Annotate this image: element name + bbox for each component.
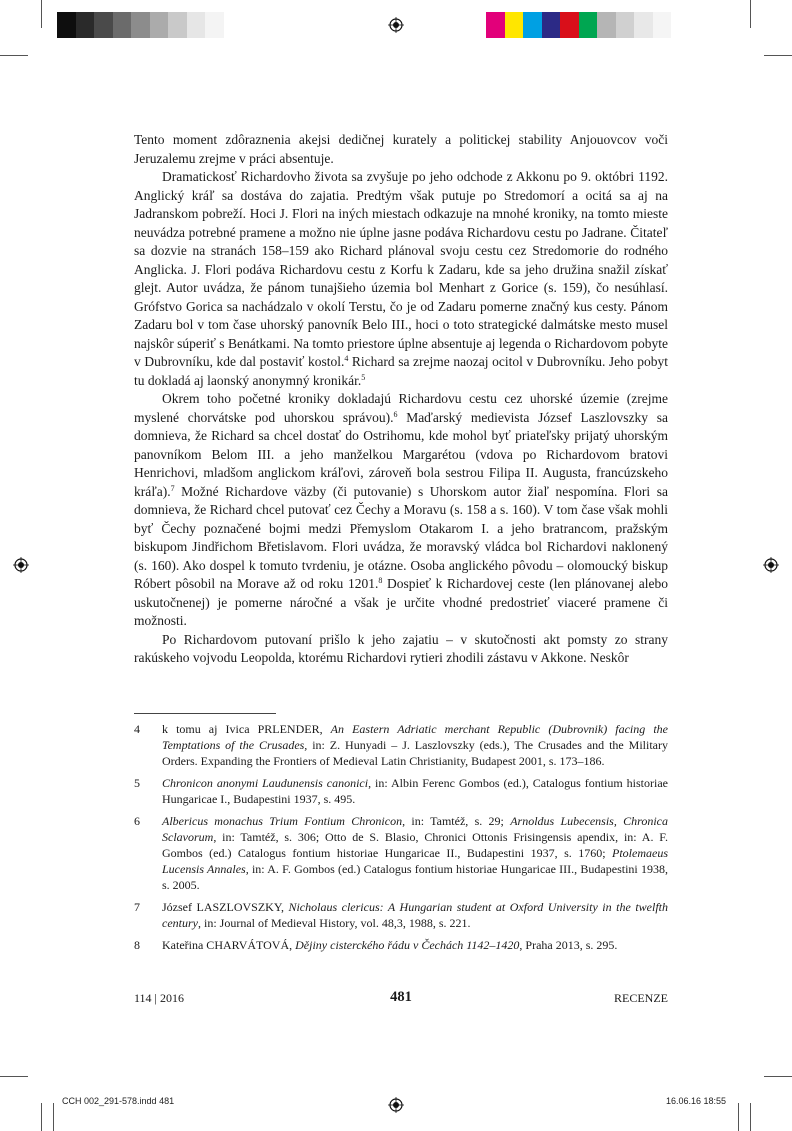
footnote-number: 4 xyxy=(134,722,140,736)
footnote-text-part: , in: Journal of Medieval History, vol. 48,3, 1988, s. 221. xyxy=(197,916,471,930)
color-swatch xyxy=(523,12,542,38)
footnote-ref: 6 xyxy=(393,409,398,419)
crop-mark xyxy=(0,1076,28,1077)
footnotes xyxy=(134,721,668,959)
paragraph xyxy=(134,168,668,390)
registration-mark-icon xyxy=(388,1097,404,1113)
footnote-number: 5 xyxy=(134,776,140,790)
running-footer xyxy=(134,989,668,1009)
gray-swatch xyxy=(94,12,113,38)
cmyk-color-bar xyxy=(486,12,671,38)
grayscale-color-bar xyxy=(57,12,242,38)
gray-swatch xyxy=(150,12,169,38)
footnote-text-part: in: A. F. Gombos (ed.) Catalogus fontium historiae Hungaricae III., Budapestini 1938, s. 2005. xyxy=(162,862,668,892)
footnote-text xyxy=(162,775,668,807)
paragraph-text: Dramatickosť Richardovho života sa zvyšuje po jeho odchode z Akkonu po 9. októbri 1192. Anglický kráľ sa dostáva do zajatia. Predtým však putuje po Stredomorí a ocitá sa aj na Jadranskom pobreží. Hoci J. Flori na iných miestach odkazuje na mnohé kroniky, na tomto mieste neuvádza potrebné pramene a možno nie úplne jasne podáva Richardovu cestu po Jadrane. Čitateľ sa dozvie na stranách 158–159 ako Richard plánoval svoju cestu cez Stredomorie do rodného Anglicka. J. Flori podáva Richardovu cestu z Korfu k Zadaru, kde sa jeho družina snažil získať glejt. Autor uvádza, že pánom tunajšieho územia bol Menhart z Gorice (s. 159), čo nesúhlasí. Grófstvo Gorica sa nachádzalo v okolí Terstu, čo je od Zadaru pomerne značný kus cesty. Pánom Zadaru bol v tom čase uhorský panovník Belo III., hoci o toto strategické dalmátske mesto musel najskôr súperiť s Benátkami. Na tomto priestore úplne absentuje aj legenda o Richardovom pobyte v Dubrovníku, kde dal postaviť kostol. xyxy=(134,169,668,369)
footnote-ref: 7 xyxy=(170,483,175,493)
registration-mark-icon xyxy=(763,557,779,573)
section-label: RECENZE xyxy=(614,991,668,1005)
crop-mark xyxy=(53,1103,54,1131)
crop-mark xyxy=(764,1076,792,1077)
footnote-ref: 8 xyxy=(378,576,383,585)
gray-swatch xyxy=(113,12,132,38)
issue-label: 114 | 2016 xyxy=(134,991,184,1005)
gray-swatch xyxy=(168,12,187,38)
footnote xyxy=(134,813,668,893)
footnote-text-part: , in: Albin Ferenc Gombos (ed.), Catalogus fontium historiae Hungaricae I., Budapestini 1937, s. 495. xyxy=(162,776,668,806)
registration-mark-icon xyxy=(388,17,404,33)
footnote xyxy=(134,899,668,931)
slug-datetime: 16.06.16 18:55 xyxy=(666,1096,727,1106)
footnote-title: Ptolemaeus Lucensis Annales, xyxy=(162,846,668,876)
color-swatch xyxy=(653,12,672,38)
color-swatch xyxy=(597,12,616,38)
paragraph xyxy=(134,131,668,168)
color-swatch xyxy=(505,12,524,38)
footnote-ref: 5 xyxy=(361,372,366,382)
footnote-number: 8 xyxy=(134,938,140,952)
footnote-text xyxy=(162,937,668,953)
paragraph-text: Tento moment zdôraznenia akejsi dedičnej kurately a politickej stability Anjouovcov voči Jeruzalemu zrejme v práci absentuje. xyxy=(134,132,668,166)
gray-swatch xyxy=(57,12,76,38)
footnote-text-part: , Praha 2013, s. 295. xyxy=(519,938,618,952)
footnote xyxy=(134,721,668,769)
color-swatch xyxy=(616,12,635,38)
gray-swatch xyxy=(131,12,150,38)
gray-swatch xyxy=(187,12,206,38)
color-swatch xyxy=(486,12,505,38)
color-swatch xyxy=(560,12,579,38)
footnote-text-part: , in: Tamtéž, s. 306; Otto de S. Blasio, Chronici Ottonis Frisingensis apendix, in: A. F. Gombos (ed.) Catalogus fontium historiae Hungaricae II., Budapestini 1937, s. 1760; xyxy=(162,830,668,860)
paragraph-text: Richard sa zrejme naozaj ocitol v Dubrovníku. Jeho pobyt tu dokladá aj laonský anonymný kronikár. xyxy=(134,354,668,388)
paragraph xyxy=(134,631,668,668)
footnote-text xyxy=(162,813,668,893)
footnote-ref: 4 xyxy=(344,354,349,363)
crop-mark xyxy=(0,55,28,56)
page-number: 481 xyxy=(390,989,412,1005)
crop-mark xyxy=(764,55,792,56)
paragraph-text: Dospieť k Richardovej ceste (len plánovanej alebo uskutočnenej) je pomerne náročné a však je určite vhodné predostrieť viaceré pramene či možnosti. xyxy=(134,576,668,628)
gray-swatch xyxy=(76,12,95,38)
color-swatch xyxy=(579,12,598,38)
footnote-title: An Eastern Adriatic merchant Republic (Dubrovnik) facing the Temptations of the Crusades, xyxy=(162,722,668,752)
footnote-text-part: , in: Tamtéž, s. 29; xyxy=(402,814,511,828)
paragraph-text: Okrem toho početné kroniky dokladajú Richardovu cestu cez uhorské územie (zrejme myslené chorvátske pod uhorskou správou). xyxy=(134,391,668,425)
footnote-number: 6 xyxy=(134,814,140,828)
footnote-title: Albericus monachus Trium Fontium Chronicon xyxy=(162,814,403,828)
footnote-separator xyxy=(134,713,276,714)
crop-mark xyxy=(738,1103,739,1131)
footnote-text-part: k tomu aj Ivica PRLENDER, xyxy=(162,722,331,736)
registration-mark-icon xyxy=(13,557,29,573)
crop-mark xyxy=(750,1103,751,1131)
crop-mark xyxy=(750,0,751,28)
footnote-text-part: József LASZLOVSZKY, xyxy=(162,900,289,914)
paragraph-text: Možné Richardove väzby (či putovanie) s Uhorskom autor žiaľ nespomína. Flori sa domnieva, že Richard chcel putovať cez Čechy a Moravu (s. 158 a s. 160). V tom čase však mohli byť Čechy poznačené bojmi medzi Přemyslom Otakarom I. a jeho bratrancom, pražským biskupom Jindřichom Břetislavom. Flori uvádza, že moravský vládca bol Richardovi naklonený (s. 160). Ako dospel k tomuto tvrdeniu, je otázne. Osoba anglického pôvodu – olomoucký biskup Róbert pôsobil na Morave až od roku 1201. xyxy=(134,483,668,591)
footnote-title: Arnoldus Lubecensis, Chronica Sclavorum xyxy=(162,814,669,844)
body-text xyxy=(134,131,668,668)
footnote-text xyxy=(162,899,668,931)
gray-swatch xyxy=(224,12,243,38)
crop-mark xyxy=(41,0,42,28)
paragraph-text: Po Richardovom putovaní prišlo k jeho zajatiu – v skutočnosti akt pomsty zo strany rakúskeho vojvodu Leopolda, ktorému Richardovi rytieri zhodili zástavu v Akkone. Neskôr xyxy=(134,631,668,665)
paragraph xyxy=(134,390,668,631)
footnote xyxy=(134,937,668,953)
gray-swatch xyxy=(205,12,224,38)
footnote-title: Chronicon anonymi Laudunensis canonici xyxy=(162,776,369,790)
slug-filename: CCH 002_291-578.indd 481 xyxy=(62,1096,175,1106)
crop-mark xyxy=(41,1103,42,1131)
footnote-number: 7 xyxy=(134,900,140,914)
footnote-title: Dějiny cisterckého řádu v Čechách 1142–1420 xyxy=(295,938,520,952)
footnote xyxy=(134,775,668,807)
color-swatch xyxy=(634,12,653,38)
footnote-text-part: in: Z. Hunyadi – J. Laszlovszky (eds.), The Crusades and the Military Orders. Expanding the Frontiers of Medieval Latin Christianity, Budapest 2001, s. 173–186. xyxy=(162,738,668,768)
footnote-title: Nicholaus clericus: A Hungarian student at Oxford University in the twelfth century xyxy=(162,900,668,930)
color-swatch xyxy=(542,12,561,38)
paragraph-text: Maďarský medievista József Laszlovszky sa domnieva, že Richard sa chcel dostať do Ostrihomu, kde mohol byť priateľsky prijatý uhorským panovníkom Belom III. a jeho manželkou Margarétou (vdova po Richardovom bratovi Henrichovi, mladšom anglickom kráľovi, zároveň bola sestrou Filipa II. Augusta, francúzskeho kráľa). xyxy=(134,409,668,499)
footnote-text-part: Kateřina CHARVÁTOVÁ, xyxy=(162,938,296,952)
footnote-text xyxy=(162,721,668,769)
